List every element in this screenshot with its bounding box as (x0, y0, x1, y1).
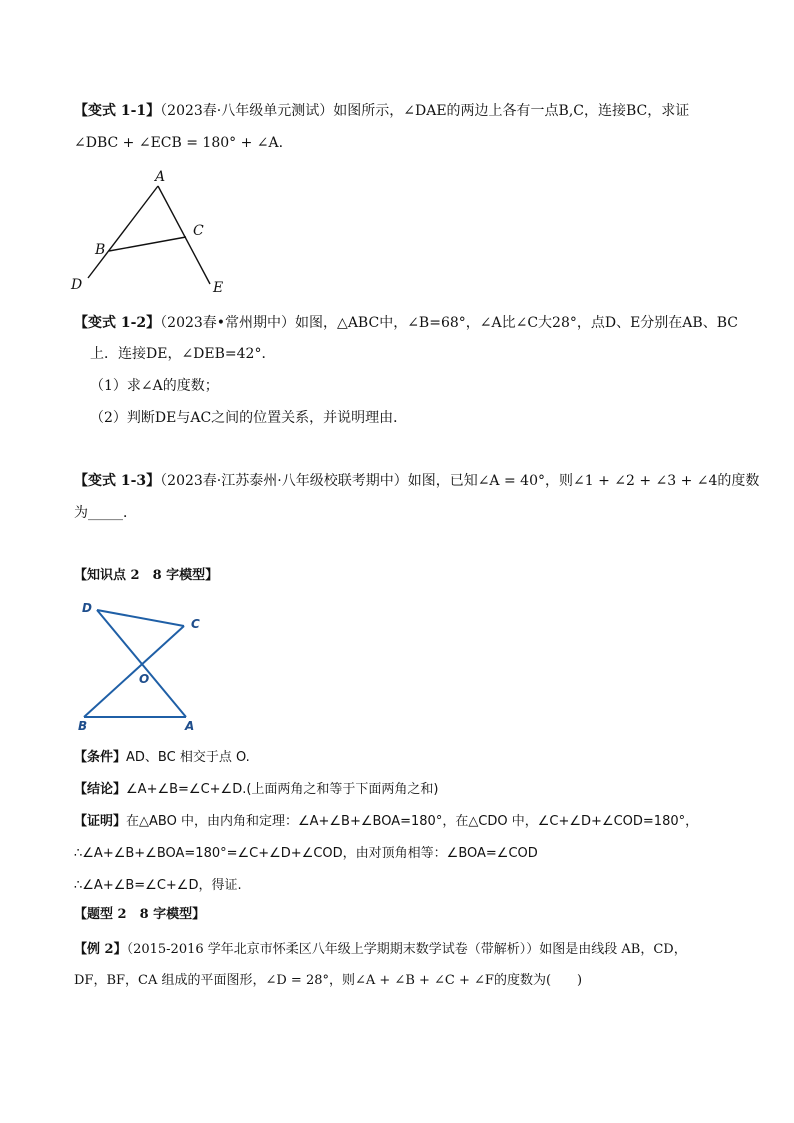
conclusion-text: ∠A+∠B=∠C+∠D.(上面两角之和等于下面两角之和) (126, 782, 439, 797)
example-2-text-1: （2015-2016 学年北京市怀柔区八年级上学期期末数学试卷（带解析））如图是由线段 AB，CD， (126, 942, 687, 957)
label-d: D (82, 601, 92, 615)
label-c: C (191, 617, 200, 631)
segment-dc (97, 610, 184, 626)
example-2-text-2: DF，BF，CA 组成的平面图形，∠D = 28°，则∠A + ∠B + ∠C + ∠F的度数为( ) (74, 973, 583, 988)
variant-1-2-line-1 (74, 313, 738, 333)
question-type-2-title (74, 905, 205, 925)
knowledge-point-2-text: 【知识点 2 8 字模型】 (74, 568, 219, 583)
label-b: B (78, 719, 88, 733)
conclusion-line (74, 780, 439, 800)
variant-1-3-line-2 (74, 503, 137, 523)
variant-1-2-text-cont: 上．连接DE，∠DEB=42°． (90, 346, 276, 362)
proof-line-3 (74, 876, 242, 896)
proof-text-3: ∴∠A+∠B=∠C+∠D，得证. (74, 878, 242, 893)
variant-1-1-tag: 【变式 1-1】 (74, 103, 161, 119)
proof-line-1 (74, 812, 698, 832)
proof-tag: 【证明】 (74, 814, 127, 829)
variant-1-3-tag: 【变式 1-3】 (74, 473, 161, 489)
condition-tag: 【条件】 (74, 750, 127, 765)
variant-1-1-text: （2023春·八年级单元测试）如图所示，∠DAE的两边上各有一点B,C，连接BC，求证 (160, 103, 690, 119)
proof-line-2 (74, 844, 538, 864)
variant-1-2-question-2 (90, 408, 407, 428)
variant-1-2-text: （2023春•常州期中）如图，△ABC中，∠B=68°，∠A比∠C大28°，点D、E分别在AB、BC (160, 315, 738, 331)
condition-line (74, 748, 250, 768)
variant-1-1-line-2 (74, 133, 283, 153)
example-2-line-2 (74, 971, 582, 991)
example-2-tag: 【例 2】 (74, 942, 127, 957)
variant-1-2-line-2 (90, 344, 275, 364)
variant-1-1-line-1 (74, 101, 689, 121)
condition-text: AD、BC 相交于点 O. (126, 750, 250, 765)
figure-angle-dae (60, 160, 260, 300)
side-ad (88, 186, 158, 278)
proof-text-1: 在△ABO 中，由内角和定理：∠A+∠B+∠BOA=180°，在△CDO 中，∠C+∠D+∠COD=180°， (126, 814, 699, 829)
label-a: A (185, 719, 195, 733)
label-o: O (139, 672, 150, 686)
example-2-line-1 (74, 940, 687, 960)
variant-1-3-text: （2023春·江苏泰州·八年级校联考期中）如图，已知∠A = 40°，则∠1 + ∠2 + ∠3 + ∠4的度数 (160, 473, 760, 489)
variant-1-2-tag: 【变式 1-2】 (74, 315, 161, 331)
label-a: A (155, 169, 166, 185)
label-c: C (193, 223, 204, 239)
variant-1-3-answer-blank: 为_____． (74, 505, 137, 521)
conclusion-tag: 【结论】 (74, 782, 127, 797)
label-e: E (213, 280, 224, 296)
variant-1-2-question-1 (90, 376, 219, 396)
proof-text-2: ∴∠A+∠B+∠BOA=180°=∠C+∠D+∠COD，由对顶角相等：∠BOA=∠COD (74, 846, 538, 861)
label-b: B (95, 242, 106, 258)
question-type-2-text: 【题型 2 8 字模型】 (74, 907, 206, 922)
label-d: D (71, 277, 83, 293)
question-2-text: （2）判断DE与AC之间的位置关系，并说明理由． (90, 410, 408, 426)
variant-1-1-formula: ∠DBC + ∠ECB = 180° + ∠A. (74, 135, 284, 151)
figure-eight-model (74, 598, 214, 734)
segment-bc (109, 237, 186, 251)
question-1-text: （1）求∠A的度数； (90, 378, 219, 394)
variant-1-3-line-1 (74, 471, 759, 491)
knowledge-point-2-title (74, 566, 218, 586)
segment-cb (84, 626, 184, 717)
